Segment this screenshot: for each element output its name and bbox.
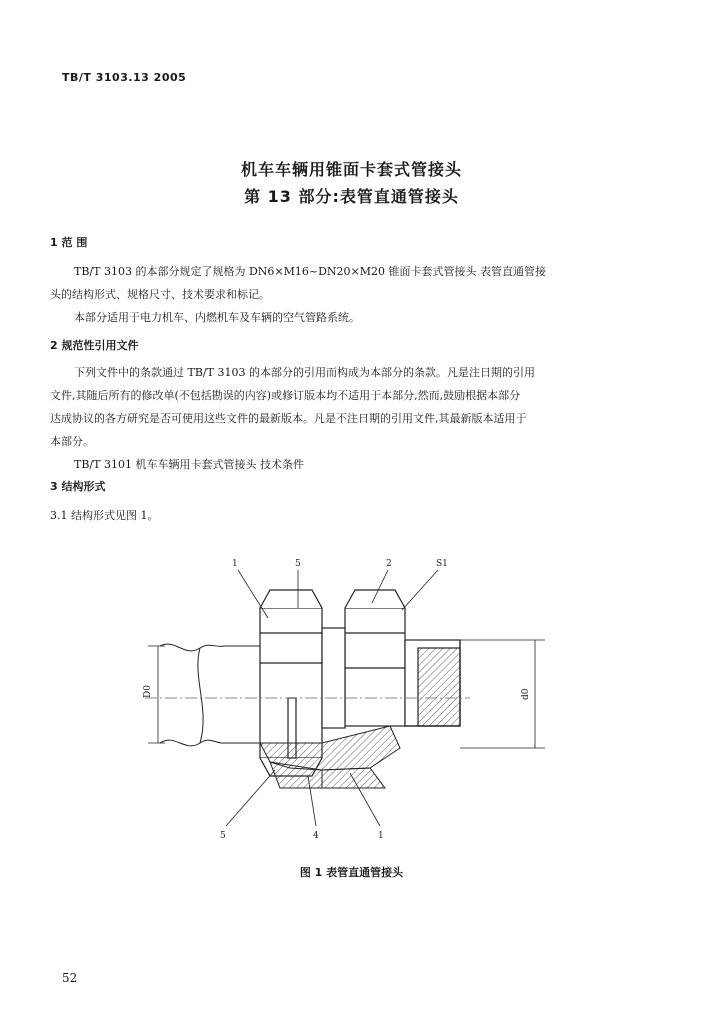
section-1-p1-line1: TB/T 3103 的本部分规定了规格为 DN6×M16~DN20×M20 锥面卡套式管接头 表管直通管接 [74,265,546,278]
section-3-1-text: 3.1 结构形式见图 1。 [50,509,159,522]
label-bottom-1: 1 [378,831,384,841]
document-title-line2: 第 13 部分:表管直通管接头 [244,187,459,206]
section-2-p1-line3: 达成协议的各方研究是否可使用这些文件的最新版本。凡是不注日期的引用文件,其最新版本适用于 [50,412,527,425]
body-2-shape [322,590,405,728]
document-title-line1: 机车车辆用锥面卡套式管接头 [240,160,462,179]
label-top-2: 2 [386,559,392,569]
figure-caption: 图 1 表管直通管接头 [299,866,404,879]
section-1-paragraph-1 [50,260,650,329]
standard-number: TB/T 3103.13 2005 [62,71,187,84]
section-3-heading: 3 结构形式 [50,480,106,493]
section-2-p1-line4: 本部分。 [50,435,94,448]
page-number: 52 [62,971,78,985]
section-1-p1-line2: 头的结构形式、规格尺寸、技术要求和标记。 [50,288,270,301]
section-2-p1-line2: 文件,其随后所有的修改单(不包括勘误的内容)或修订版本均不适用于本部分,然而,鼓励根据本部分 [50,389,521,402]
label-top-s1: S1 [436,559,448,569]
label-bottom-4: 4 [313,831,319,841]
section-2-heading: 2 规范性引用文件 [50,339,139,352]
section-2-p1-line1: 下列文件中的条款通过 TB/T 3103 的本部分的引用而构成为本部分的条款。凡是注日期的引用 [74,366,535,379]
dim-d0-right: d0 [521,688,531,700]
fitting-drawing [140,548,580,848]
section-1-heading: 1 范 围 [50,236,88,249]
section-2-paragraph [50,361,650,476]
thread-end-shape [405,640,460,726]
dim-d0-left: D0 [143,685,153,698]
pipe-shape [160,644,260,746]
label-bottom-5: 5 [220,831,226,841]
label-top-5: 5 [295,559,301,569]
label-top-1: 1 [232,559,238,569]
section-1-paragraph-2: 本部分适用于电力机车、内燃机车及车辆的空气管路系统。 [74,311,360,324]
section-2-reference: TB/T 3101 机车车辆用卡套式管接头 技术条件 [74,458,304,471]
